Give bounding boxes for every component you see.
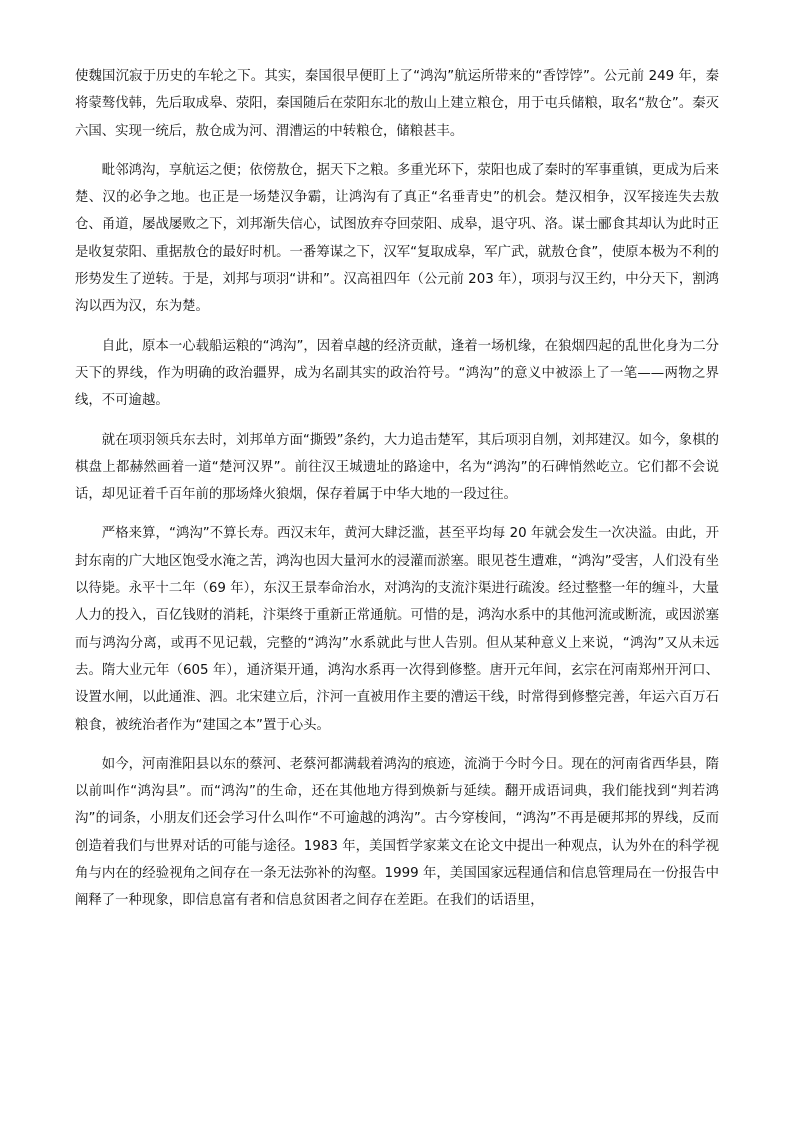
paragraph: 就在项羽领兵东去时，刘邦单方面“撕毁”条约，大力追击楚军，其后项羽自刎，刘邦建汉。如今，象棋的棋盘上都赫然画着一道“楚河汉界”。前往汉王城遗址的路途中，名为“鸿沟”的石碑悄然屹立。它们都不会说话，却见证着千百年前的那场烽火狼烟，保存着属于中华大地的一段过往。 (75, 432, 719, 503)
paragraph: 如今，河南淮阳县以东的蔡河、老蔡河都满载着鸿沟的痕迹，流淌于今时今日。现在的河南省西华县，隋以前叫作“鸿沟县”。而“鸿沟”的生命，还在其他地方得到焕新与延续。翻开成语词典，我们能找到“判若鸿沟”的词条，小朋友们还会学习什么叫作“不可逾越的鸿沟”。古今穿梭间，“鸿沟”不再是硬邦邦的界线，反而创造着我们与世界对话的可能与途径。1983 年，美国哲学家莱文在论文中提出一种观点，认为外在的科学视角与内在的经验视角之间存在一条无法弥补的沟壑。1999 年，美国国家远程通信和信息管理局在一份报告中阐释了一种现象，即信息富有者和信息贫困者之间存在差距。在我们的话语里， (75, 756, 719, 909)
paragraph: 毗邻鸿沟，享航运之便；依傍敖仓，据天下之粮。多重光环下，荥阳也成了秦时的军事重镇，更成为后来楚、汉的必争之地。也正是一场楚汉争霸，让鸿沟有了真正“名垂青史”的机会。楚汉相争，汉军接连失去敖仓、甬道，屡战屡败之下，刘邦渐失信心，试图放弃夺回荥阳、成皋，退守巩、洛。谋士郦食其却认为此时正是收复荥阳、重据敖仓的最好时机。一番筹谋之下，汉军“复取成皋，军广武，就敖仓食”，使原本极为不利的形势发生了逆转。于是，刘邦与项羽“讲和”。汉高祖四年（公元前 203 年），项羽与汉王约，中分天下，割鸿沟以西为汉，东为楚。 (75, 162, 719, 315)
paragraph: 使魏国沉寂于历史的车轮之下。其实，秦国很早便盯上了“鸿沟”航运所带来的“香饽饽”。公元前 249 年，秦将蒙骜伐韩，先后取成皋、荥阳，秦国随后在荥阳东北的敖山上建立粮仓，用于屯兵储粮，取名“敖仓”。秦灭六国、实现一统后，敖仓成为河、渭漕运的中转粮仓，储粮甚丰。 (75, 69, 719, 139)
paragraph: 严格来算，“鸿沟”不算长寿。西汉末年，黄河大肆泛滥，甚至平均每 20 年就会发生一次决溢。由此，开封东南的广大地区饱受水淹之苦，鸿沟也因大量河水的浸灌而淤塞。眼见苍生遭难，“鸿沟”受害，人们没有坐以待毙。永平十二年（69 年），东汉王景奉命治水，对鸿沟的支流汴渠进行疏浚。经过整整一年的缠斗，大量人力的投入，百亿钱财的消耗，汴渠终于重新正常通航。可惜的是，鸿沟水系中的其他河流或断流，或因淤塞而与鸿沟分离，或再不见记载，完整的“鸿沟”水系就此与世人告别。但从某种意义上来说，“鸿沟”又从未远去。隋大业元年（605 年），通济渠开通，鸿沟水系再一次得到修整。唐开元年间，玄宗在河南郑州开河口、设置水闸，以此通淮、泗。北宋建立后，汴河一直被用作主要的漕运干线，时常得到修整完善，年运六百万石粮食，被统治者作为“建国之本”置于心头。 (75, 526, 719, 733)
paragraph: 自此，原本一心载船运粮的“鸿沟”，因着卓越的经济贡献，逢着一场机缘，在狼烟四起的乱世化身为二分天下的界线，作为明确的政治疆界，成为名副其实的政治符号。“鸿沟”的意义中被添上了一笔——两物之界线，不可逾越。 (75, 338, 719, 409)
document-page (75, 63, 719, 927)
